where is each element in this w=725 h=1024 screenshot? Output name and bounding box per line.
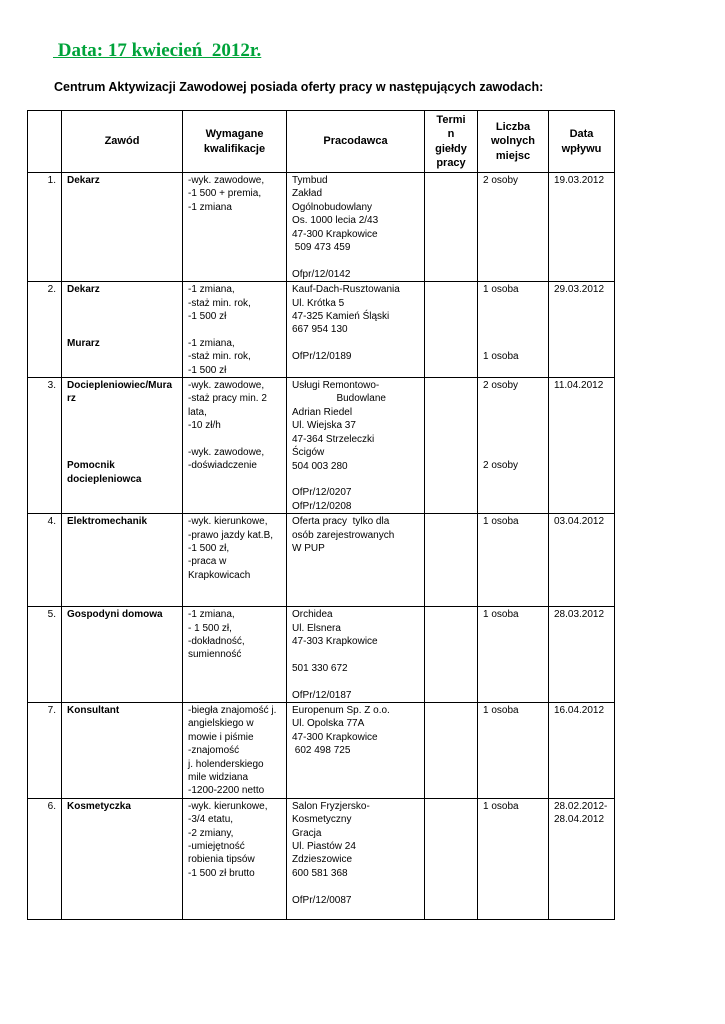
data-line: 28.03.2012 <box>554 609 605 621</box>
kwalifikacje-line: -1 zmiana, <box>188 284 235 296</box>
kwalifikacje-line: Krapkowicach <box>188 569 251 581</box>
data-line: 03.04.2012 <box>554 516 605 528</box>
pracodawca-line: Os. 1000 lecia 2/43 <box>292 215 379 227</box>
pracodawca-line: Zakład <box>292 188 323 200</box>
header-text-line: pracy <box>436 157 466 169</box>
kwalifikacje-line: j. holenderskiego <box>188 758 264 770</box>
cell-kwalifikacje <box>183 282 287 378</box>
header-data <box>549 111 615 173</box>
kwalifikacje-line: -1 zmiana, <box>188 609 235 621</box>
kwalifikacje-line: -1 500 zł, <box>188 542 230 554</box>
kwalifikacje-line: -1 500 zł <box>188 364 227 376</box>
blank-line <box>483 337 543 350</box>
data-line: 11.04.2012 <box>554 380 604 392</box>
cell-pracodawca <box>287 798 425 919</box>
blank-line <box>483 323 543 336</box>
zawod-line: Dociepleniowiec/Mura <box>67 380 173 392</box>
kwalifikacje-line: -doświadczenie <box>188 460 257 472</box>
cell-termin <box>425 702 478 798</box>
blank-line <box>483 310 543 323</box>
blank-line <box>67 297 177 310</box>
blank-line <box>292 675 419 688</box>
pracodawca-line: Gracja <box>292 827 322 839</box>
cell-zawod <box>62 798 183 919</box>
data-line: 29.03.2012 <box>554 284 605 296</box>
kwalifikacje-line: -biegła znajomość j. <box>188 704 277 716</box>
blank-line <box>188 323 281 336</box>
kwalifikacje-line: sumienność <box>188 649 242 661</box>
header-text-line: miejsc <box>495 149 531 162</box>
kwalifikacje-line: -praca w <box>188 556 227 568</box>
table-body <box>28 173 615 920</box>
data-line: 16.04.2012 <box>554 704 605 716</box>
pracodawca-line: OfPr/12/0207 <box>292 487 352 499</box>
pracodawca-line: 47-303 Krapkowice <box>292 635 378 647</box>
pracodawca-line: 47-300 Krapkowice <box>292 731 378 743</box>
cell-pracodawca <box>287 378 425 514</box>
cell-data <box>549 798 615 919</box>
table-row <box>28 282 615 378</box>
header-zawod: Zawód <box>62 111 183 173</box>
blank-line <box>292 473 419 486</box>
kwalifikacje-line: -wyk. zawodowe, <box>188 380 265 392</box>
page-subtitle: Centrum Aktywizacji Zawodowej posiada oferty pracy w następujących zawodach: <box>54 80 544 94</box>
header-pracodawca: Pracodawca <box>287 111 425 173</box>
kwalifikacje-line: -prawo jazdy kat.B, <box>188 529 274 541</box>
header-text-line: Data <box>569 128 594 140</box>
kwalifikacje-line: -wyk. zawodowe, <box>188 175 265 186</box>
blank-line <box>483 392 543 405</box>
data-line: 28.02.2012- <box>554 800 608 812</box>
table-header-row <box>28 111 615 173</box>
pracodawca-line: Adrian Riedel <box>292 406 353 418</box>
blank-line <box>483 297 543 310</box>
cell-liczba <box>478 282 549 378</box>
zawod-line: rz <box>67 393 76 405</box>
cell-data <box>549 378 615 514</box>
cell-lp: 3. <box>28 378 62 514</box>
kwalifikacje-line: mile widziana <box>188 771 249 783</box>
pracodawca-line: Ul. Opolska 77A <box>292 718 365 730</box>
blank-line <box>292 337 419 350</box>
zawod-line: Gospodyni domowa <box>67 609 163 621</box>
pracodawca-line: OfPr/12/0208 <box>292 500 352 512</box>
blank-line <box>67 406 177 419</box>
zawod-line: Pomocnik <box>67 460 115 472</box>
cell-liczba <box>478 798 549 919</box>
table-row <box>28 607 615 703</box>
header-text-line: wolnych <box>490 135 535 148</box>
zawod-line: dociepleniowca <box>67 473 142 485</box>
liczba-line: 1 osoba <box>483 351 519 363</box>
cell-termin <box>425 607 478 703</box>
cell-data <box>549 173 615 282</box>
cell-kwalifikacje <box>183 607 287 703</box>
zawod-line: Kosmetyczka <box>67 800 131 812</box>
cell-termin <box>425 798 478 919</box>
kwalifikacje-line: -1 500 zł brutto <box>188 867 255 879</box>
cell-lp: 6. <box>28 798 62 919</box>
kwalifikacje-line: -10 zł/h <box>188 420 221 432</box>
blank-line <box>483 419 543 432</box>
kwalifikacje-line: -2 zmiany, <box>188 827 234 839</box>
cell-termin <box>425 378 478 514</box>
pracodawca-line: Budowlane <box>292 393 386 405</box>
cell-kwalifikacje <box>183 173 287 282</box>
kwalifikacje-line: -staż min. rok, <box>188 351 251 363</box>
cell-liczba <box>478 378 549 514</box>
table-row <box>28 798 615 919</box>
pracodawca-line: 602 498 725 <box>292 745 351 757</box>
cell-kwalifikacje <box>183 798 287 919</box>
cell-termin <box>425 173 478 282</box>
blank-line <box>67 323 177 336</box>
liczba-line: 1 osoba <box>483 284 519 296</box>
pracodawca-line: Ul. Piastów 24 <box>292 840 356 852</box>
cell-pracodawca <box>287 702 425 798</box>
table-row <box>28 702 615 798</box>
kwalifikacje-line: -1 500 zł <box>188 311 227 323</box>
liczba-line: 1 osoba <box>483 704 519 716</box>
header-text-line: kwalifikacje <box>203 142 266 155</box>
pracodawca-line: Oferta pracy tylko dla <box>292 516 390 528</box>
zawod-line: Dekarz <box>67 175 100 186</box>
cell-pracodawca <box>287 607 425 703</box>
pracodawca-line: 47-364 Strzeleczki <box>292 433 375 445</box>
pracodawca-line: Ul. Elsnera <box>292 622 341 634</box>
cell-termin <box>425 282 478 378</box>
blank-line <box>483 446 543 459</box>
zawod-line: Elektromechanik <box>67 516 148 528</box>
kwalifikacje-line: -1200-2200 netto <box>188 785 265 797</box>
zawod-line: Dekarz <box>67 284 100 296</box>
pracodawca-line: 509 473 459 <box>292 242 351 254</box>
blank-line <box>67 310 177 323</box>
kwalifikacje-line: -1 500 + premia, <box>188 188 262 200</box>
liczba-line: 2 osoby <box>483 460 519 472</box>
pracodawca-line: W PUP <box>292 542 325 554</box>
pracodawca-line: 504 003 280 <box>292 460 348 472</box>
pracodawca-line: Europenum Sp. Z o.o. <box>292 704 390 716</box>
cell-termin <box>425 514 478 607</box>
pracodawca-line: 47-325 Kamień Śląski <box>292 311 390 323</box>
data-line: 28.04.2012 <box>554 814 605 826</box>
header-text-line: Termi <box>436 113 466 126</box>
cell-lp: 2. <box>28 282 62 378</box>
liczba-line: 2 osoby <box>483 380 519 392</box>
pracodawca-line: Ofpr/12/0142 <box>292 268 351 280</box>
kwalifikacje-line: angielskiego w <box>188 718 254 730</box>
liczba-line: 2 osoby <box>483 175 519 186</box>
kwalifikacje-line: - 1 500 zł, <box>188 622 232 634</box>
blank-line <box>483 433 543 446</box>
cell-data <box>549 514 615 607</box>
table-row <box>28 378 615 514</box>
cell-pracodawca <box>287 282 425 378</box>
pracodawca-line: 501 330 672 <box>292 662 348 674</box>
kwalifikacje-line: -1 zmiana <box>188 201 232 213</box>
cell-liczba <box>478 702 549 798</box>
kwalifikacje-line: lata, <box>188 406 207 418</box>
data-line: 19.03.2012 <box>554 175 605 186</box>
kwalifikacje-line: -staż pracy min. 2 <box>188 393 267 405</box>
table-row <box>28 514 615 607</box>
cell-zawod <box>62 607 183 703</box>
cell-pracodawca <box>287 173 425 282</box>
header-termin <box>425 111 478 173</box>
zawod-line: Konsultant <box>67 704 120 716</box>
kwalifikacje-line: robienia tipsów <box>188 854 255 866</box>
kwalifikacje-line: -3/4 etatu, <box>188 814 234 826</box>
kwalifikacje-line: -wyk. kierunkowe, <box>188 516 268 528</box>
job-offers-table <box>27 110 615 920</box>
header-text-line: n <box>447 128 455 140</box>
table-row <box>28 173 615 282</box>
header-kwalifikacje <box>183 111 287 173</box>
header-text-line: Wymagane <box>205 128 264 140</box>
liczba-line: 1 osoba <box>483 516 519 528</box>
pracodawca-line: Zdzieszowice <box>292 854 353 866</box>
cell-zawod <box>62 282 183 378</box>
pracodawca-line: Kauf-Dach-Rusztowania <box>292 284 400 296</box>
pracodawca-line: Orchidea <box>292 609 333 621</box>
pracodawca-line: Ul. Wiejska 37 <box>292 420 356 432</box>
cell-lp: 7. <box>28 702 62 798</box>
cell-zawod <box>62 173 183 282</box>
blank-line <box>188 433 281 446</box>
pracodawca-line: Tymbud <box>292 175 328 186</box>
cell-lp: 5. <box>28 607 62 703</box>
kwalifikacje-line: -staż min. rok, <box>188 297 251 309</box>
kwalifikacje-line: -znajomość <box>188 745 240 757</box>
kwalifikacje-line: mowie i piśmie <box>188 731 254 743</box>
pracodawca-line: osób zarejestrowanych <box>292 529 395 541</box>
cell-kwalifikacje <box>183 514 287 607</box>
pracodawca-line: Ścigów <box>292 447 325 459</box>
cell-data <box>549 282 615 378</box>
pracodawca-line: Kosmetyczny <box>292 814 352 826</box>
pracodawca-line: Salon Fryzjersko- <box>292 800 370 812</box>
cell-liczba <box>478 514 549 607</box>
cell-lp: 1. <box>28 173 62 282</box>
cell-liczba <box>478 173 549 282</box>
cell-kwalifikacje <box>183 702 287 798</box>
page-title: Data: 17 kwiecień 2012r. <box>53 40 262 61</box>
kwalifikacje-line: -wyk. zawodowe, <box>188 447 265 459</box>
header-text-line: giełdy <box>435 142 467 155</box>
cell-data <box>549 702 615 798</box>
pracodawca-line: 600 581 368 <box>292 867 348 879</box>
kwalifikacje-line: -dokładność, <box>188 635 245 647</box>
cell-liczba <box>478 607 549 703</box>
cell-pracodawca <box>287 514 425 607</box>
kwalifikacje-line: -umiejętność <box>188 840 245 852</box>
blank-line <box>483 406 543 419</box>
header-text-line: wpływu <box>561 142 602 155</box>
blank-line <box>67 419 177 432</box>
pracodawca-line: OfPr/12/0187 <box>292 689 352 701</box>
blank-line <box>67 433 177 446</box>
header-text-line: Liczba <box>495 120 531 133</box>
pracodawca-line: OfPr/12/0087 <box>292 894 352 906</box>
cell-data <box>549 607 615 703</box>
zawod-line: Murarz <box>67 337 100 349</box>
cell-zawod <box>62 702 183 798</box>
blank-line <box>292 254 419 267</box>
kwalifikacje-line: -wyk. kierunkowe, <box>188 800 268 812</box>
liczba-line: 1 osoba <box>483 609 519 621</box>
cell-kwalifikacje <box>183 378 287 514</box>
cell-zawod <box>62 378 183 514</box>
cell-zawod <box>62 514 183 607</box>
cell-lp: 4. <box>28 514 62 607</box>
pracodawca-line: Usługi Remontowo- <box>292 380 380 392</box>
liczba-line: 1 osoba <box>483 800 519 812</box>
pracodawca-line: Ogólnobudowlany <box>292 201 373 213</box>
blank-line <box>292 880 419 893</box>
blank-line <box>292 648 419 661</box>
pracodawca-line: OfPr/12/0189 <box>292 351 352 363</box>
blank-line <box>67 446 177 459</box>
pracodawca-line: Ul. Krótka 5 <box>292 297 345 309</box>
header-lp <box>28 111 62 173</box>
header-liczba <box>478 111 549 173</box>
kwalifikacje-line: -1 zmiana, <box>188 337 235 349</box>
pracodawca-line: 667 954 130 <box>292 324 348 336</box>
pracodawca-line: 47-300 Krapkowice <box>292 228 378 240</box>
